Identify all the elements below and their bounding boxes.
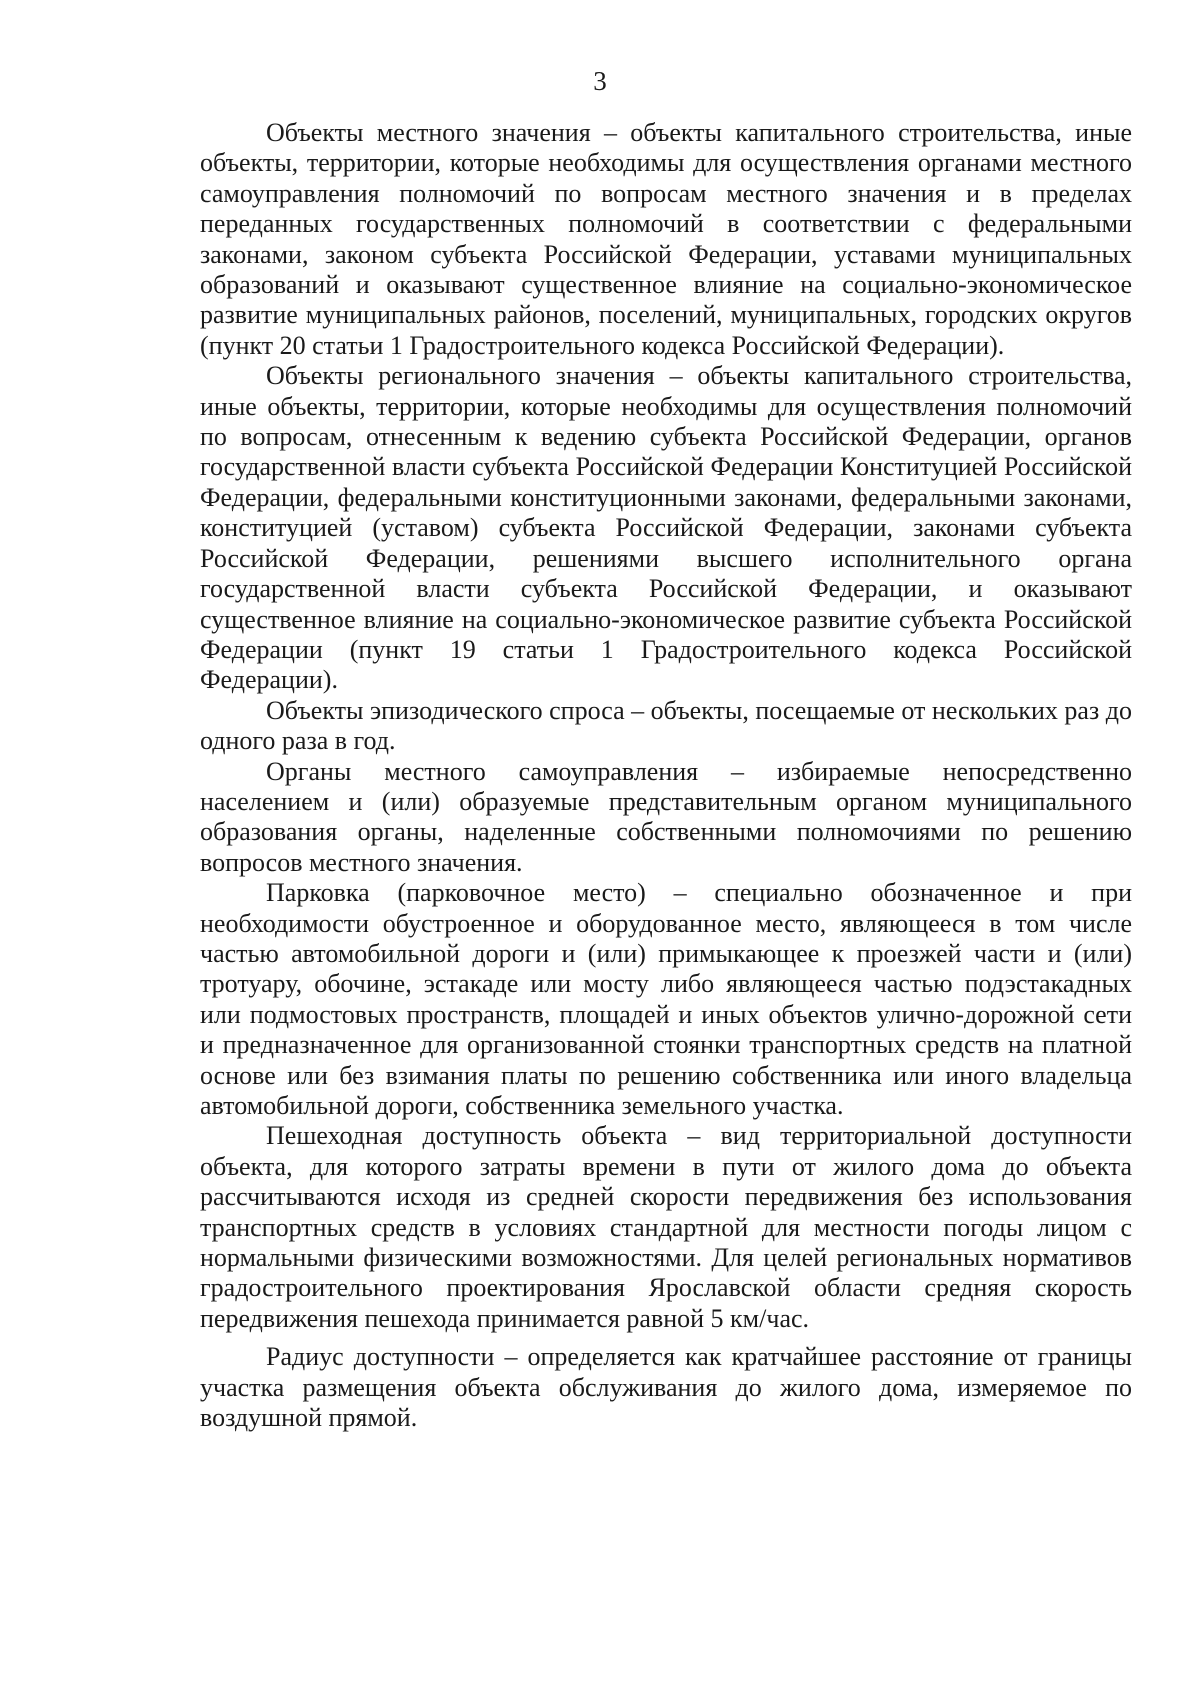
paragraph-access-radius: Радиус доступности – определяется как кратчайшее расстояние от границы участка размещения объекта обслуживания до жилого дома, измеряемое по воздушной прямой. — [200, 1342, 1132, 1433]
page-number: 3 — [593, 66, 607, 96]
paragraph-episodic-demand: Объекты эпизодического спроса – объекты, посещаемые от нескольких раз до одного раза в год. — [200, 695, 1132, 756]
paragraph-regional-objects: Объекты регионального значения – объекты капитального строительства, иные объекты, территории, которые необходимы для осуществления полномочий по вопросам, отнесенным к ведению субъекта Российской Федерации, органов государственной власти субъекта Российской Федерации Конституцией Российской Федерации, федеральными конституционными законами, федеральными законами, конституцией (уставом) субъекта Российской Федерации, законами субъекта Российской Федерации, решениями высшего исполнительного органа государственной власти субъекта Российской Федерации, и оказывают существенное влияние на социально-экономическое развитие субъекта Российской Федерации (пункт 19 статьи 1 Градостроительного кодекса Российской Федерации). — [200, 361, 1132, 695]
paragraph-pedestrian-access: Пешеходная доступность объекта – вид территориальной доступности объекта, для которого затраты времени в пути от жилого дома до объекта рассчитываются исходя из средней скорости передвижения без использования транспортных средств в условиях стандартной для местности погоды лицом с нормальными физическими возможностями. Для целей региональных нормативов градостроительного проектирования Ярославской области средняя скорость передвижения пешехода принимается равной 5 км/час. — [200, 1121, 1132, 1333]
paragraph-local-government: Органы местного самоуправления – избираемые непосредственно населением и (или) образуемые представительным органом муниципального образования органы, наделенные собственными полномочиями по решению вопросов местного значения. — [200, 756, 1132, 877]
paragraph-local-objects: Объекты местного значения – объекты капитального строительства, иные объекты, территории, которые необходимы для осуществления органами местного самоуправления полномочий по вопросам местного значения и в пределах переданных государственных полномочий в соответствии с федеральными законами, законом субъекта Российской Федерации, уставами муниципальных образований и оказывают существенное влияние на социально-экономическое развитие муниципальных районов, поселений, муниципальных, городских округов (пункт 20 статьи 1 Градостроительного кодекса Российской Федерации). — [200, 118, 1132, 360]
paragraph-parking: Парковка (парковочное место) – специально обозначенное и при необходимости обустроенное и оборудованное место, являющееся в том числе частью автомобильной дороги и (или) примыкающее к проезжей части и (или) тротуару, обочине, эстакаде или мосту либо являющееся частью подэстакадных или подмостовых пространств, площадей и иных объектов улично-дорожной сети и предназначенное для организованной стоянки транспортных средств на платной основе или без взимания платы по решению собственника или иного владельца автомобильной дороги, собственника земельного участка. — [200, 878, 1132, 1120]
document-body — [200, 118, 1132, 1433]
